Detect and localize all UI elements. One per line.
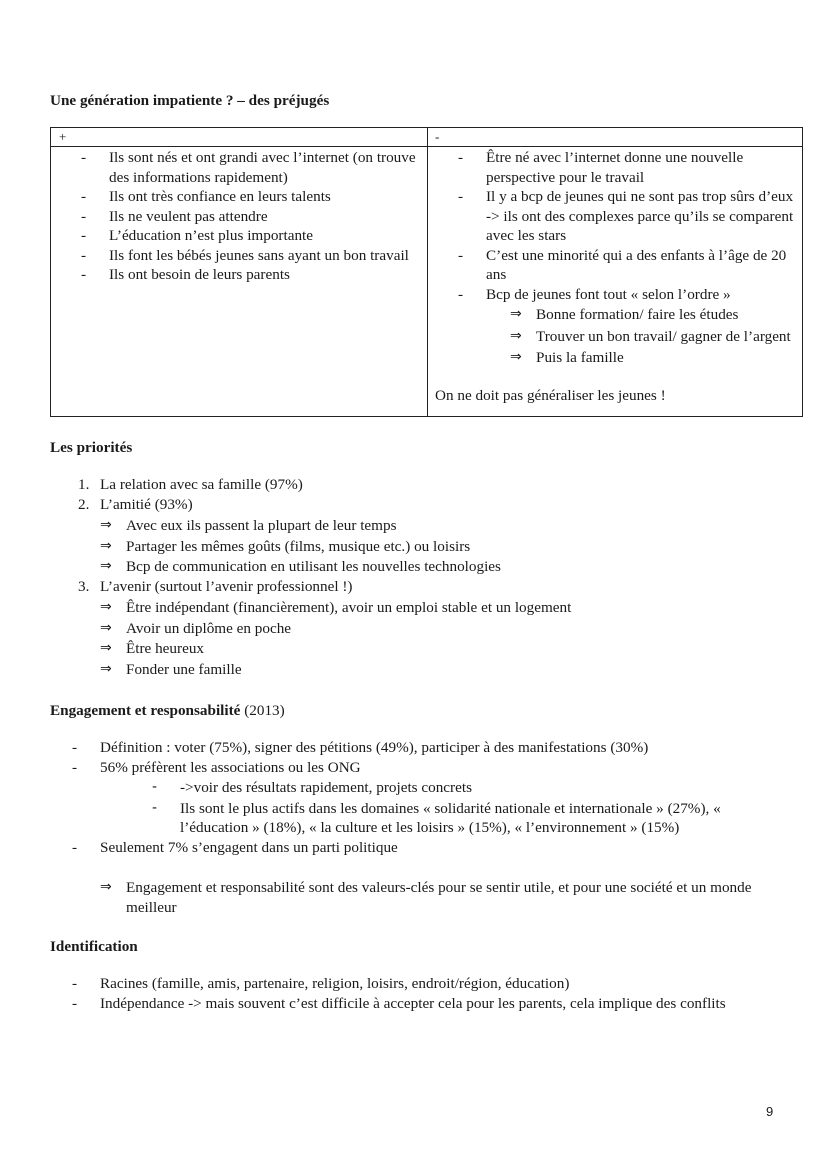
priorities-list — [78, 475, 778, 679]
list-item: - Être né avec l’internet donne une nouvelle perspective pour le travail — [458, 148, 800, 187]
arrow-item: ⇒ Bonne formation/ faire les études — [510, 305, 800, 325]
arrow-item: ⇒ Avec eux ils passent la plupart de leur temps — [100, 516, 778, 536]
table-header-plus: + — [59, 129, 67, 144]
arrow-item: - Ils sont le plus actifs dans les domaines « solidarité nationale et internationale » (27%), « l’éducation » (18%), « la culture et les loisirs » (15%), « l’environnement » (15%) — [152, 799, 792, 838]
arrow-item: ⇒ Être indépendant (financièrement), avoir un emploi stable et un logement — [100, 598, 778, 618]
list-item: - Racines (famille, amis, partenaire, religion, loisirs, endroit/région, éducation) — [72, 974, 752, 994]
list-text: La relation avec sa famille (97%) — [100, 476, 303, 493]
arrow-item: ⇒ Trouver un bon travail/ gagner de l’argent — [510, 327, 800, 347]
list-text: L’amitié (93%) — [100, 495, 193, 513]
list-number: 3. — [78, 577, 90, 595]
list-text: L’avenir (surtout l’avenir professionnel !) — [100, 577, 353, 595]
arrow-item: ⇒ Puis la famille — [510, 348, 800, 368]
list-item: - Il y a bcp de jeunes qui ne sont pas trop sûrs d’eux -> ils ont des complexes parce qu’ils se comparent avec les stars — [458, 187, 800, 246]
table-note: On ne doit pas généraliser les jeunes ! — [435, 386, 666, 404]
table-column-plus — [81, 148, 421, 285]
table-column-minus — [435, 148, 800, 405]
list-number: 2. — [78, 495, 90, 513]
page-number: 9 — [766, 1104, 774, 1119]
table-header-minus: - — [435, 129, 440, 144]
list-item — [78, 475, 778, 495]
section-title-identification: Identification — [50, 938, 138, 955]
list-item: - Bcp de jeunes font tout « selon l’ordre » — [458, 285, 800, 305]
order-arrow-list — [510, 305, 800, 368]
prejudice-table — [50, 127, 803, 417]
section-title-priorites: Les priorités — [50, 439, 133, 456]
engagement-list — [72, 738, 792, 917]
arrow-item: ⇒ Avoir un diplôme en poche — [100, 619, 778, 639]
list-item — [72, 758, 792, 838]
arrow-item: ⇒ Bcp de communication en utilisant les nouvelles technologies — [100, 557, 778, 577]
list-item: - C’est une minorité qui a des enfants à l’âge de 20 ans — [458, 246, 800, 285]
section-title-bold: Engagement et responsabilité — [50, 702, 241, 719]
identification-list — [72, 974, 752, 1013]
list-number: 1. — [78, 476, 90, 493]
arrow-item: ⇒ Fonder une famille — [100, 660, 778, 680]
list-item — [78, 495, 778, 577]
list-item: - Indépendance -> mais souvent c’est difficile à accepter cela pour les parents, cela implique des conflits — [72, 994, 752, 1014]
section-title-engagement — [50, 701, 285, 721]
arrow-item: ⇒ Être heureux — [100, 639, 778, 659]
arrow-item-conclusion: ⇒ Engagement et responsabilité sont des valeurs-clés pour se sentir utile, et pour une société et un monde meilleur — [100, 878, 792, 917]
section-title-prejuges: Une génération impatiente ? – des préjugés — [50, 92, 330, 109]
section-title-year: (2013) — [240, 702, 285, 719]
list-item: - Ils font les bébés jeunes sans ayant un bon travail — [81, 246, 421, 266]
table-divider-vertical — [427, 128, 428, 416]
table-divider-horizontal — [51, 146, 802, 147]
list-item: - Définition : voter (75%), signer des pétitions (49%), participer à des manifestations (30%) — [72, 738, 792, 758]
list-item: - Ils ont besoin de leurs parents — [81, 265, 421, 285]
list-item: - Ils ne veulent pas attendre — [81, 207, 421, 227]
list-item: - L’éducation n’est plus importante — [81, 226, 421, 246]
list-item: - Seulement 7% s’engagent dans un parti politique — [72, 838, 792, 858]
list-item: - Ils sont nés et ont grandi avec l’internet (on trouve des informations rapidement) — [81, 148, 421, 187]
list-item: - Ils ont très confiance en leurs talents — [81, 187, 421, 207]
arrow-item: - ->voir des résultats rapidement, projets concrets — [152, 778, 792, 798]
arrow-item: ⇒ Partager les mêmes goûts (films, musique etc.) ou loisirs — [100, 537, 778, 557]
list-text: 56% préfèrent les associations ou les ONG — [100, 758, 361, 776]
list-item — [78, 577, 778, 680]
